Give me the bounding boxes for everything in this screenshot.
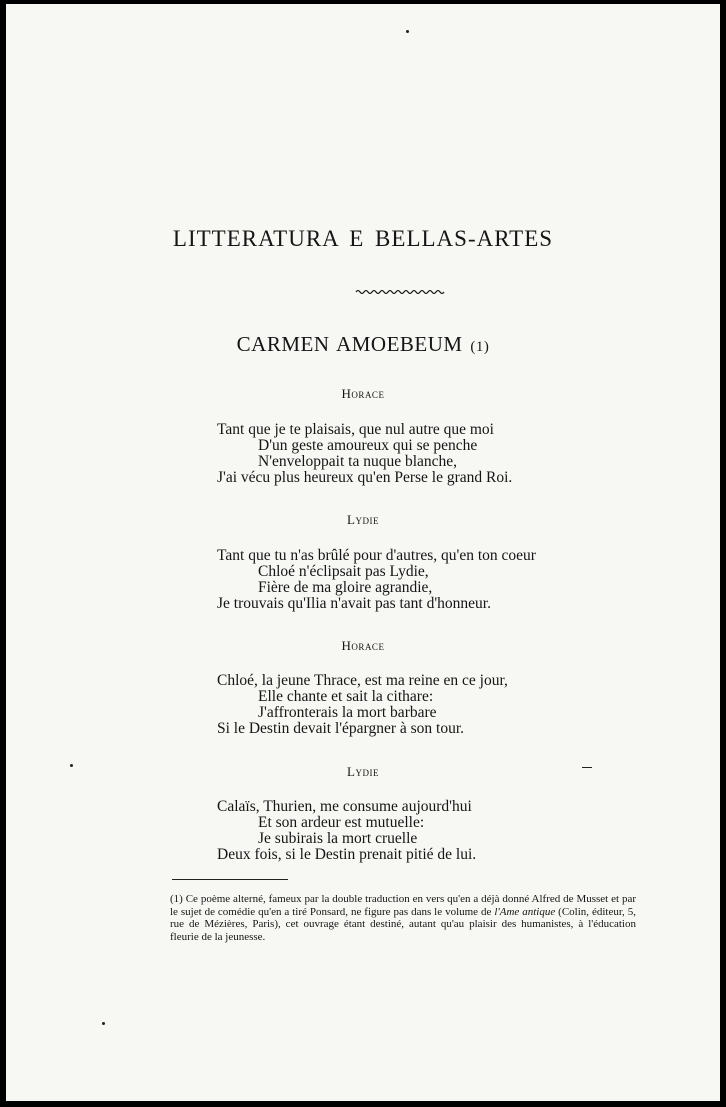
footnote-number: (1) (170, 893, 183, 905)
verse-line: Et son ardeur est mutuelle: (258, 814, 425, 831)
speaker-lydie: Lydie (347, 512, 379, 527)
print-speck (102, 1022, 105, 1025)
section-title: LITTERATURA E BELLAS-ARTES (172, 226, 554, 251)
speaker-horace: Horace (341, 638, 385, 653)
wavy-ornament-icon (355, 288, 447, 296)
verse-line: Deux fois, si le Destin prenait pitié de lui. (217, 846, 477, 863)
poem-title (6, 332, 720, 357)
stanza-4 (217, 799, 476, 863)
verse-line: J'ai vécu plus heureux qu'en Perse le grand Roi. (217, 469, 513, 486)
footnote-book-title: l'Ame antique (494, 905, 556, 918)
verse-line: Si le Destin devait l'épargner à son tour. (217, 720, 465, 737)
poem-title-text: CARMEN AMOEBEUM (236, 332, 463, 356)
footnote-marker: (1) (470, 339, 490, 355)
verse-line: Fière de ma gloire agrandie, (258, 579, 433, 596)
footnote-text-start: Ce poème alterné, fameux par la double traduction en vers qu'en a déjà donné Alfred de Musset et par le sujet de comédie qu'en a tiré Ponsard, ne figure pas dans le volume de (170, 893, 636, 918)
stanza-3 (217, 673, 508, 737)
verse-line: J'affronterais la mort barbare (258, 704, 437, 721)
verse-line: Chloé n'éclipsait pas Lydie, (258, 563, 429, 580)
verse-line: Je subirais la mort cruelle (258, 830, 418, 847)
footnote (170, 893, 636, 943)
verse-line: Elle chante et sait la cithare: (258, 688, 434, 705)
footnote-divider (172, 879, 288, 880)
print-speck (406, 30, 409, 33)
verse-line: Tant que tu n'as brûlé pour d'autres, qu'en ton coeur (217, 547, 536, 564)
page (6, 4, 720, 1101)
verse-line: N'enveloppait ta nuque blanche, (258, 453, 458, 470)
print-speck (70, 764, 73, 767)
verse-line: Chloé, la jeune Thrace, est ma reine en ce jour, (217, 672, 508, 689)
verse-line: Je trouvais qu'Ilia n'avait pas tant d'honneur. (217, 595, 491, 612)
verse-line: Calaïs, Thurien, me consume aujourd'hui (217, 798, 472, 815)
verse-line: Tant que je te plaisais, que nul autre que moi (217, 421, 494, 438)
footnote-text-end: (Colin, éditeur, 5, rue de Mézières, Paris), cet ouvrage étant destiné, autant qu'au plaisir des humanistes, à l'éducation fleurie de la jeunesse. (170, 905, 636, 943)
stanza-1 (217, 422, 512, 486)
print-speck (582, 767, 592, 768)
stanza-2 (217, 548, 536, 612)
speaker-horace: Horace (341, 386, 385, 401)
speaker-lydie: Lydie (347, 764, 379, 779)
verse-line: D'un geste amoureux qui se penche (258, 437, 478, 454)
